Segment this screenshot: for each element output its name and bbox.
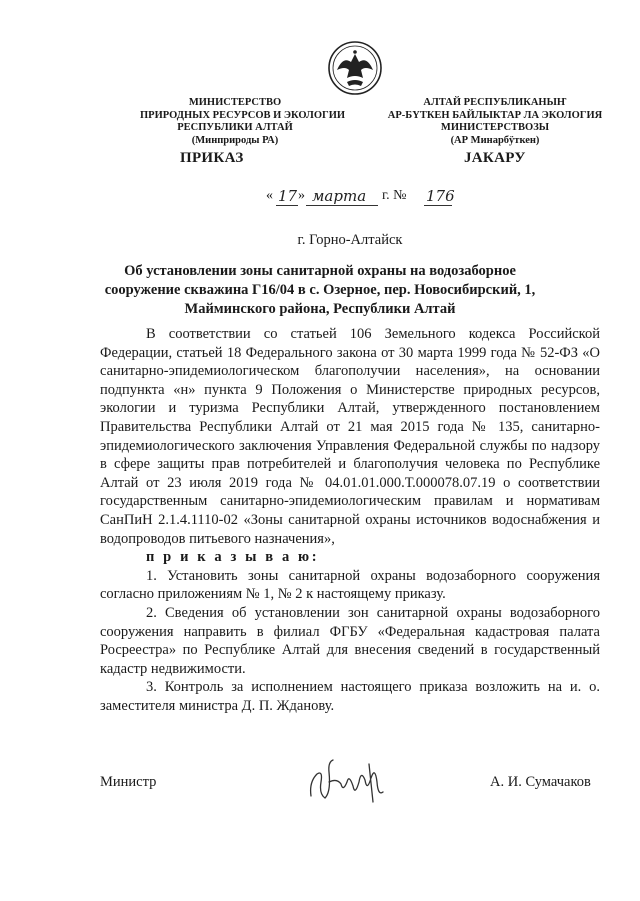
ministry-header-russian — [140, 97, 346, 147]
order-year-suffix: г. № — [382, 188, 407, 203]
order-item-2: 2. Сведения об установлении зон санитарной охраны водозаборного сооружения направить в филиал ФГБУ «Федеральная кадастровая палата Росреестра» по Республике Алтай для внесения сведений в государственный кадастр недвижимости. — [100, 604, 600, 677]
ministry-header-altai — [380, 97, 610, 147]
header-left-line1: МИНИСТЕРСТВО — [188, 97, 282, 108]
order-word-altai: JАКАРУ — [464, 150, 526, 166]
signer-name: А. И. Сумачаков — [490, 774, 591, 790]
order-month: марта — [312, 187, 367, 205]
order-body — [100, 325, 600, 715]
preamble-paragraph: В соответствии со статьей 106 Земельного кодекса Российской Федерации, статьей 18 Федерального закона от 30 марта 1999 года № 52-ФЗ «О санитарно-эпидемиологическом благополучии населения», на основании подпункта «н» пункта 9 Положения о Министерстве природных ресурсов, экологии и туризма Республики Алтай, утвержденного постановлением Правительства Республики Алтай от 21 мая 2015 года № 135, санитарно-эпидемиологического заключения Управления Федеральной службы по надзору в сфере защиты прав потребителей и благополучия человека по Республике Алтай от 23 июля 2019 года № 04.01.01.000.Т.000078.07.19 о соответствии государственным санитарно-эпидемиологическим правилам и нормативам СанПиН 2.1.4.1110-02 «Зоны санитарной охраны источников водоснабжения и водопроводов питьевого назначения», — [100, 326, 600, 547]
handwritten-signature — [303, 752, 395, 812]
header-left-line4: (Минприроды РА) — [191, 134, 279, 146]
order-date-number: « 17 » марта г. № 176 — [266, 187, 455, 205]
issue-city-text: г. Горно-Алтайск — [297, 232, 403, 248]
header-left-line3: РЕСПУБЛИКИ АЛТАЙ — [177, 122, 293, 133]
order-title: Об установлении зоны санитарной охраны на водозаборное сооружение скважина Г16/04 в с. Озерное, пер. Новосибирский, 1, Майминского района, Республики Алтай — [104, 263, 536, 317]
order-number: 176 — [426, 187, 455, 205]
issue-city — [0, 232, 640, 249]
signer-position: Министр — [100, 774, 157, 790]
order-verb: п р и к а з ы в а ю: — [146, 549, 320, 566]
header-right-line1: АЛТАЙ РЕСПУБЛИКАНЫҤ — [423, 97, 567, 108]
order-item-3: 3. Контроль за исполнением настоящего приказа возложить на и. о. заместителя министра Д. П. Жданову. — [100, 679, 600, 714]
header-right-line2: АР-БҮТКЕН БАЙЛЫКТАР ЛА ЭКОЛОГИЯ — [387, 109, 603, 121]
order-day: 17 — [278, 187, 298, 205]
altai-republic-emblem-icon — [327, 40, 383, 96]
header-right-line4: (АР Минарбӱткен) — [450, 134, 540, 146]
order-word-russian: ПРИКАЗ — [180, 150, 244, 166]
order-item-1: 1. Установить зоны санитарной охраны водозаборного сооружения согласно приложениям № 1, № 2 к настоящему приказу. — [100, 567, 600, 603]
header-right-line3: МИНИСТЕРСТВОЗЫ — [440, 122, 550, 133]
header-left-line2: ПРИРОДНЫХ РЕСУРСОВ И ЭКОЛОГИИ — [140, 109, 346, 121]
